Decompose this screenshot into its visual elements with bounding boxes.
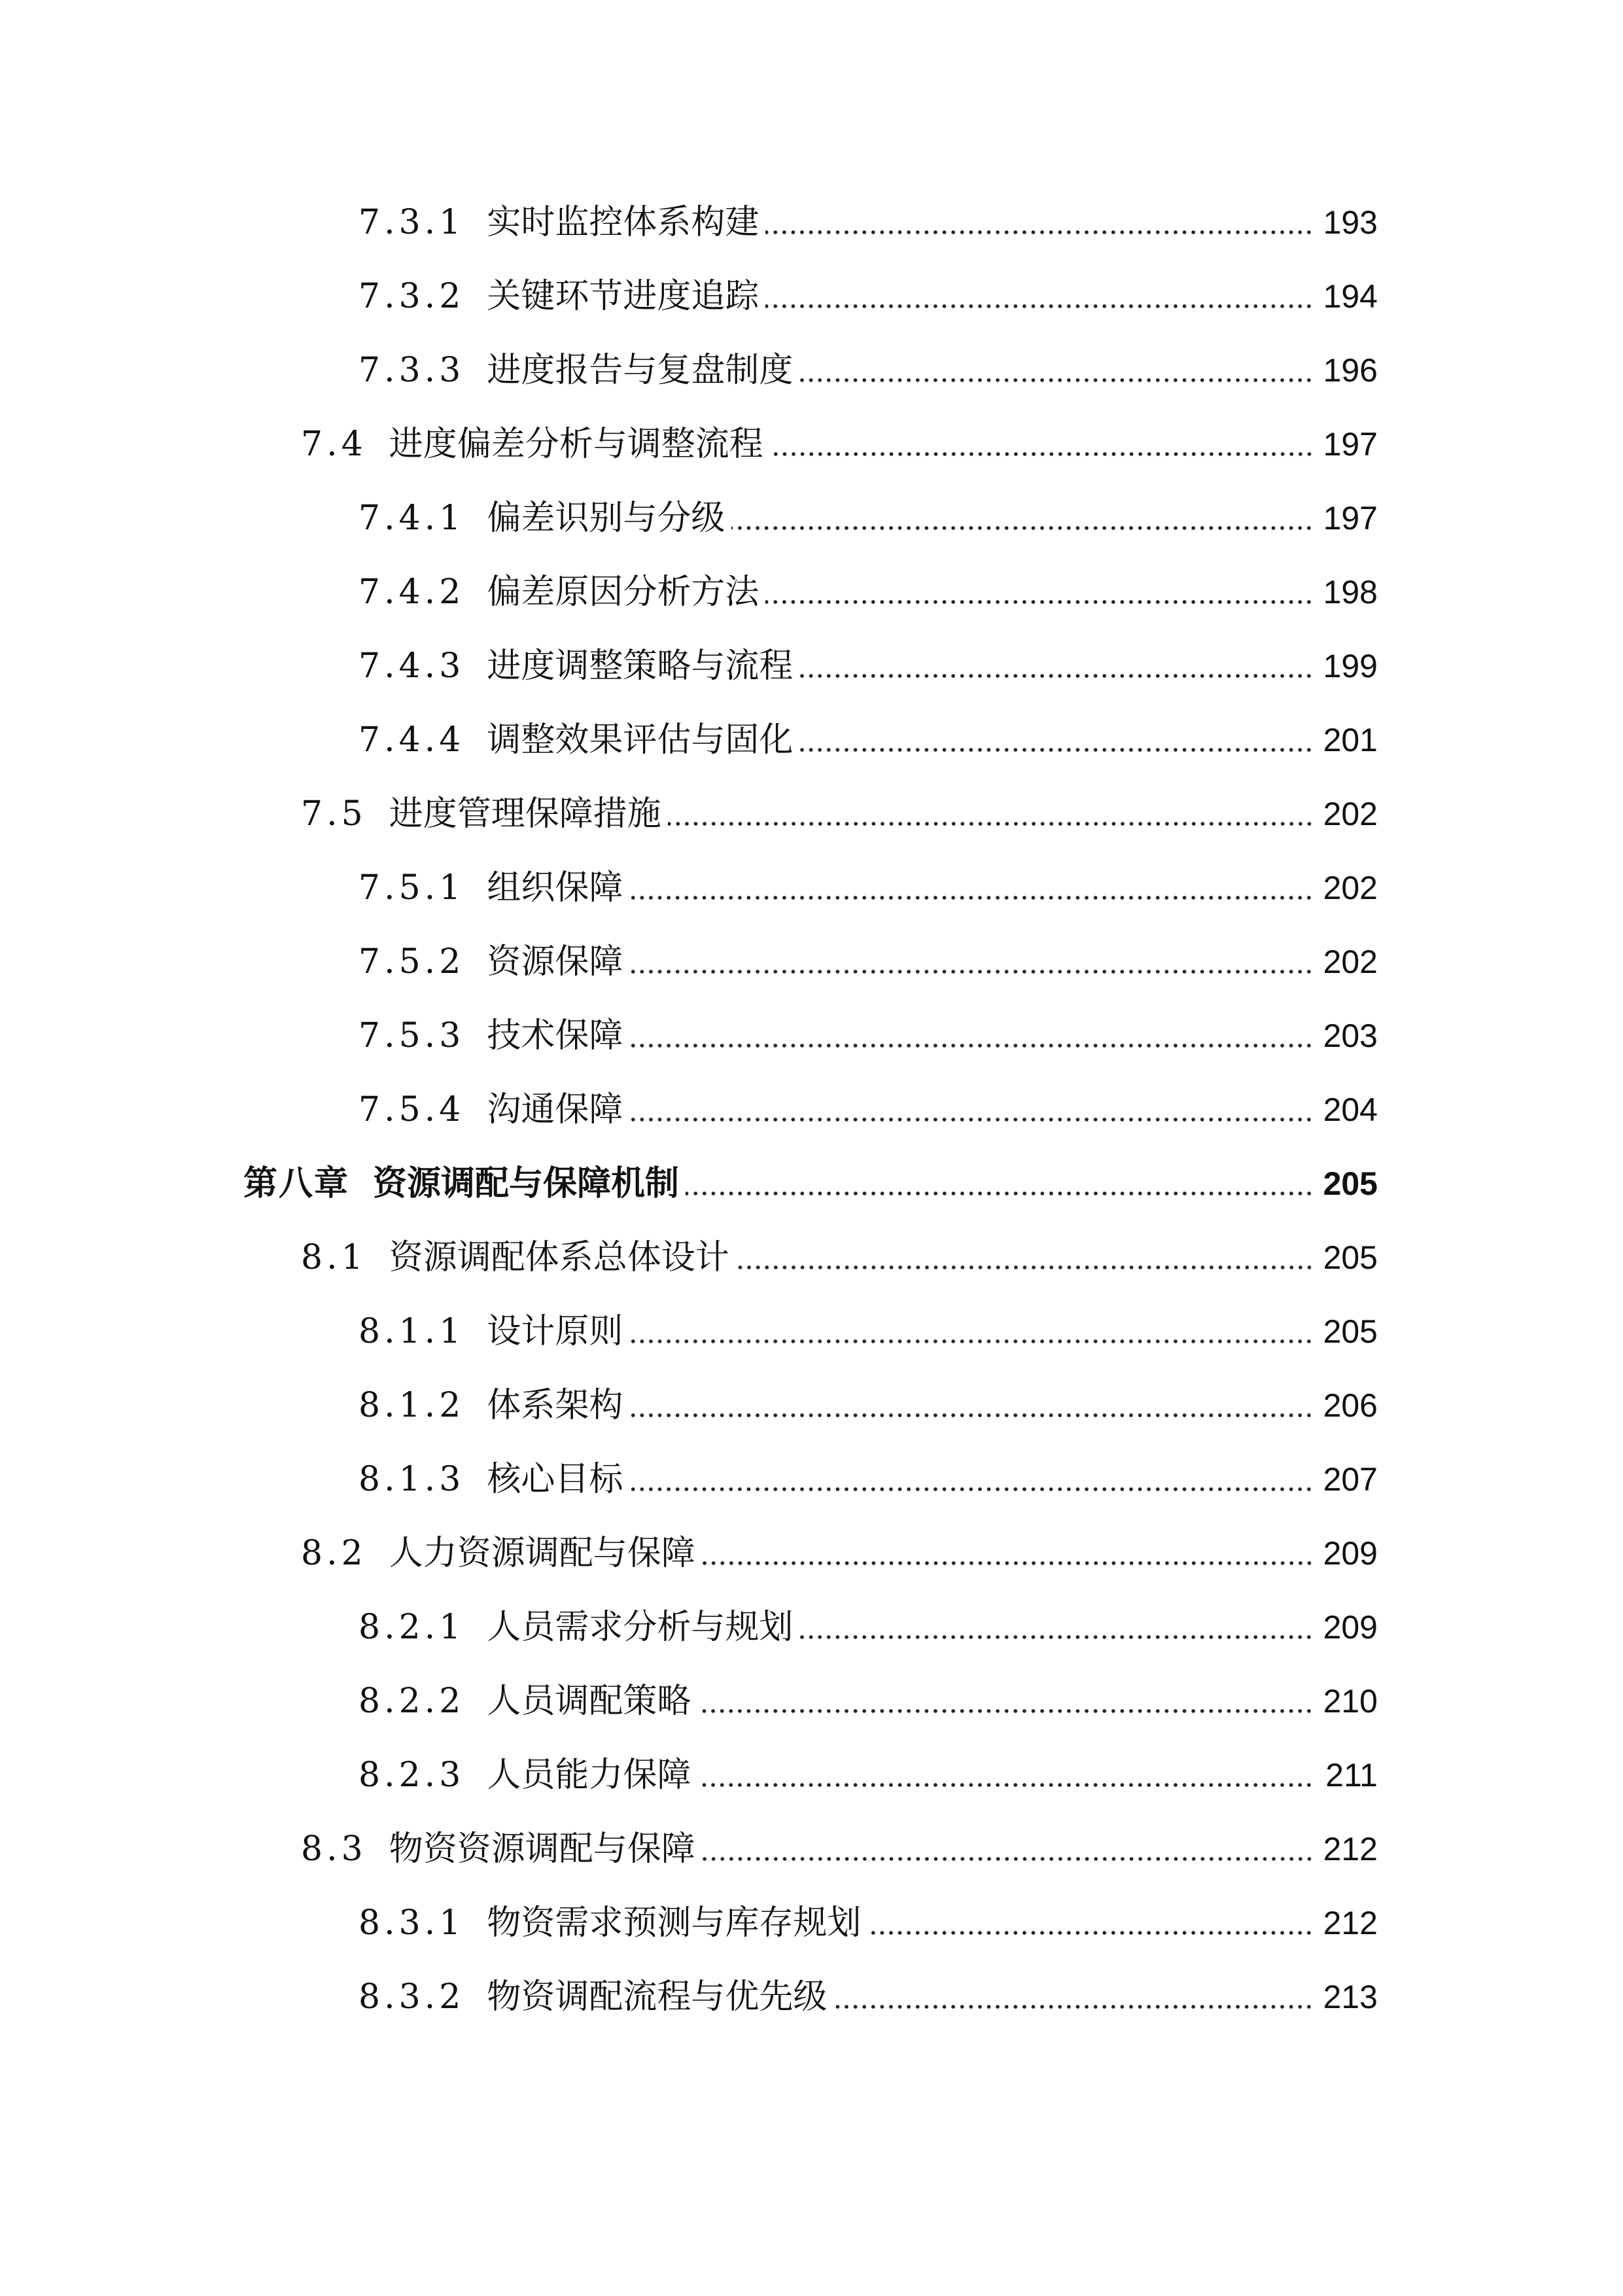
toc-entry-title: 人员调配策略 [487,1682,691,1721]
toc-entry-page: 204 [1323,1091,1378,1128]
toc-entry-number: 7.4.1 [358,499,465,538]
toc-dot-leader [731,525,1314,531]
toc-entry-page: 205 [1323,1239,1378,1276]
toc-entry-7-5-2[interactable] [358,936,1378,988]
toc-entry-7-5-3[interactable] [358,1010,1378,1062]
toc-entry-page: 212 [1323,1831,1378,1867]
toc-entry-title: 物资调配流程与优先级 [487,1977,828,2017]
toc-entry-number: 8.1 [301,1238,367,1277]
toc-entry-8-3[interactable] [301,1823,1378,1875]
toc-entry-7-3-1[interactable] [358,196,1378,249]
toc-dot-leader [629,1486,1314,1492]
toc-entry-number: 8.1.3 [358,1460,465,1499]
toc-entry-title: 人员能力保障 [487,1756,691,1795]
toc-entry-8-2[interactable] [301,1527,1378,1580]
toc-entry-title: 人力资源调配与保障 [389,1534,695,1573]
toc-entry-number: 8.1.2 [358,1386,465,1425]
toc-entry-title: 物资需求预测与库存规划 [487,1903,862,1943]
toc-entry-title: 关键环节进度追踪 [487,277,759,316]
toc-entry-page: 198 [1323,574,1378,610]
toc-entry-7-4[interactable] [301,418,1378,470]
toc-entry-number: 7.4.2 [358,573,465,612]
toc-entry-page: 205 [1323,1165,1378,1202]
toc-entry-title: 技术保障 [487,1016,623,1055]
toc-entry-page: 207 [1323,1461,1378,1498]
toc-entry-page: 199 [1323,648,1378,684]
toc-entry-title: 实时监控体系构建 [487,203,759,242]
toc-dot-leader [736,1264,1314,1271]
toc-entry-title: 资源调配体系总体设计 [389,1238,729,1277]
toc-entry-8-1-1[interactable] [358,1305,1378,1358]
toc-entry-number: 8.2.3 [358,1756,465,1795]
toc-entry-title: 进度报告与复盘制度 [487,351,794,390]
toc-entry-8-3-1[interactable] [358,1897,1378,1949]
toc-entry-page: 212 [1323,1905,1378,1941]
toc-entry-number: 7.4 [301,425,367,464]
toc-entry-chapter-8[interactable] [243,1157,1378,1210]
toc-entry-page: 194 [1323,278,1378,315]
toc-entry-title: 进度调整策略与流程 [487,646,794,686]
toc-entry-title: 体系架构 [487,1386,623,1425]
toc-entry-7-4-1[interactable] [358,492,1378,544]
toc-entry-page: 202 [1323,796,1378,832]
toc-entry-page: 206 [1323,1387,1378,1424]
toc-dot-leader [629,1042,1314,1049]
toc-entry-number: 8.3 [301,1829,367,1869]
toc-dot-leader [765,599,1314,605]
toc-entry-number: 7.3.3 [358,351,465,390]
toc-entry-7-5-1[interactable] [358,862,1378,914]
toc-entry-page: 209 [1323,1609,1378,1646]
toc-entry-title: 资源保障 [487,942,623,981]
toc-entry-number: 8.2 [301,1534,367,1573]
toc-entry-title: 偏差原因分析方法 [487,573,759,612]
toc-entry-number: 7.5 [301,794,367,834]
toc-entry-page: 193 [1323,204,1378,241]
toc-dot-leader [629,894,1314,901]
toc-entry-page: 197 [1323,426,1378,463]
toc-dot-leader [799,1634,1314,1640]
toc-entry-page: 203 [1323,1017,1378,1054]
toc-entry-7-3-2[interactable] [358,270,1378,323]
toc-entry-8-2-3[interactable] [358,1749,1378,1801]
toc-entry-page: 202 [1323,944,1378,980]
toc-entry-number: 7.4.3 [358,646,465,686]
toc-entry-8-2-1[interactable] [358,1601,1378,1653]
toc-entry-number: 7.3.2 [358,277,465,316]
toc-entry-title: 人员需求分析与规划 [487,1608,794,1647]
toc-entry-title: 进度管理保障措施 [389,794,661,834]
toc-dot-leader [629,1412,1314,1419]
toc-entry-number: 8.3.1 [358,1903,465,1943]
toc-entry-page: 197 [1323,500,1378,537]
toc-entry-title: 偏差识别与分级 [487,499,725,538]
toc-dot-leader [702,1856,1314,1862]
toc-entry-page: 201 [1323,722,1378,758]
toc-entry-8-2-2[interactable] [358,1675,1378,1727]
toc-entry-number: 7.3.1 [358,203,465,242]
toc-dot-leader [629,1116,1314,1123]
toc-entry-title: 进度偏差分析与调整流程 [389,425,763,464]
toc-dot-leader [799,747,1314,753]
toc-entry-title: 设计原则 [487,1312,623,1351]
toc-entry-7-5-4[interactable] [358,1084,1378,1136]
toc-dot-leader [770,451,1314,457]
toc-entry-7-3-3[interactable] [358,344,1378,397]
toc-entry-title: 沟通保障 [487,1090,623,1129]
toc-entry-title: 物资资源调配与保障 [389,1829,695,1869]
toc-entry-page: 209 [1323,1535,1378,1572]
toc-entry-number: 8.2.1 [358,1608,465,1647]
toc-dot-leader [697,1708,1314,1714]
toc-entry-8-1-3[interactable] [358,1453,1378,1506]
toc-entry-page: 196 [1323,352,1378,389]
toc-dot-leader [765,303,1314,309]
toc-entry-page: 205 [1323,1313,1378,1350]
toc-entry-7-4-3[interactable] [358,640,1378,692]
toc-entry-title: 核心目标 [487,1460,623,1499]
toc-entry-7-4-4[interactable] [358,714,1378,766]
toc-entry-title: 组织保障 [487,868,623,908]
toc-entry-number: 8.1.1 [358,1312,465,1351]
toc-entry-8-1-2[interactable] [358,1379,1378,1432]
toc-entry-page: 202 [1323,870,1378,906]
toc-dot-leader [833,2004,1314,2010]
toc-dot-leader [765,229,1314,236]
toc-dot-leader [629,1338,1314,1345]
toc-entry-page: 213 [1323,1979,1378,2015]
toc-entry-8-1[interactable] [301,1231,1378,1284]
toc-entry-title: 调整效果评估与固化 [487,720,794,760]
toc-dot-leader [867,1930,1314,1936]
toc-entry-number: 7.5.2 [358,942,465,981]
toc-entry-number: 第八章 [243,1163,350,1203]
toc-entry-7-5[interactable] [301,788,1378,840]
toc-entry-title: 资源调配与保障机制 [373,1163,680,1203]
toc-dot-leader [702,1560,1314,1566]
toc-entry-number: 8.2.2 [358,1682,465,1721]
toc-entry-number: 7.5.4 [358,1090,465,1129]
toc-dot-leader [799,377,1314,383]
toc-entry-7-4-2[interactable] [358,566,1378,618]
toc-dot-leader [629,968,1314,975]
toc-dot-leader [686,1190,1314,1197]
toc-entry-number: 7.4.4 [358,720,465,760]
toc-entry-8-3-2[interactable] [358,1971,1378,2023]
toc-entry-number: 7.5.3 [358,1016,465,1055]
toc-entry-page: 211 [1325,1757,1378,1793]
toc-dot-leader [799,673,1314,679]
toc-dot-leader [668,821,1314,827]
toc-entry-number: 8.3.2 [358,1977,465,2017]
toc-entry-page: 210 [1323,1683,1378,1720]
toc-dot-leader [697,1782,1314,1788]
toc-entry-number: 7.5.1 [358,868,465,908]
